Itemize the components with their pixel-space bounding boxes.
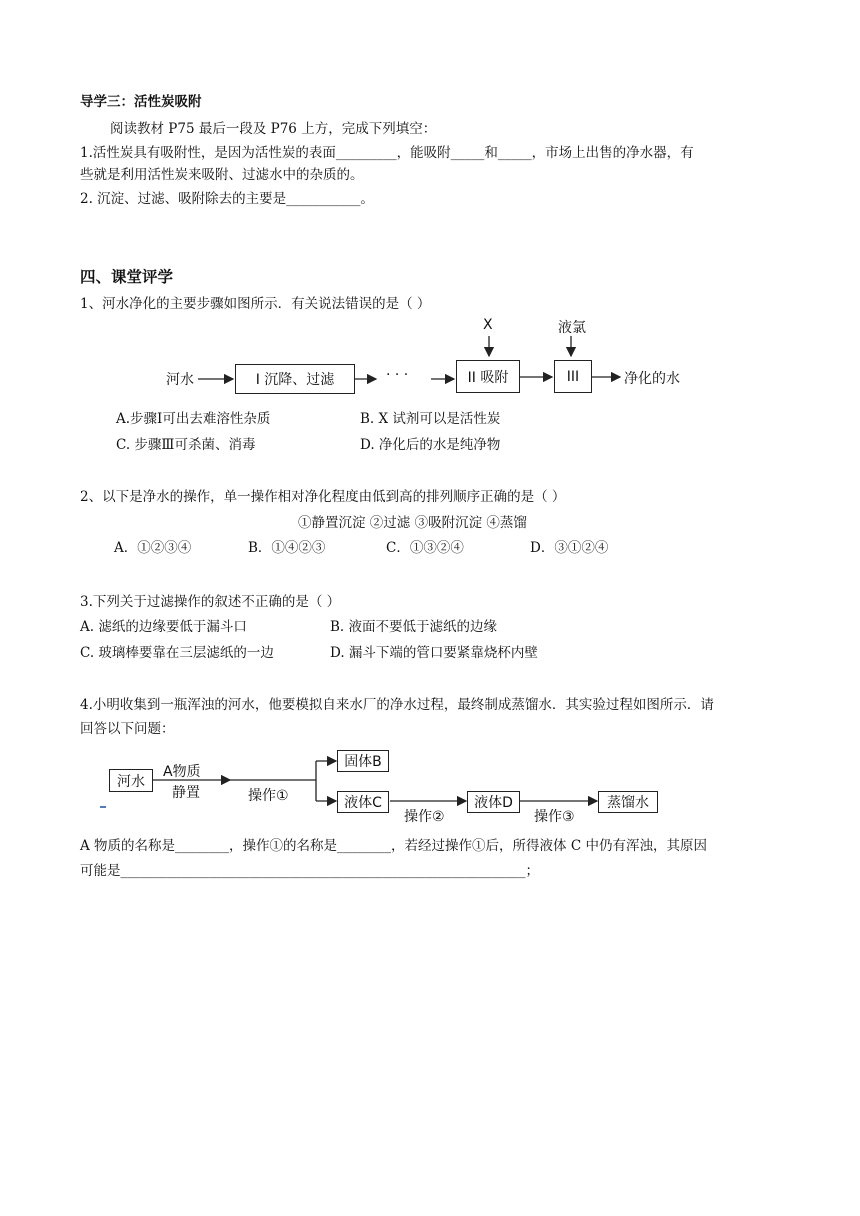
q1-river-water-label: 河水 bbox=[166, 372, 194, 388]
section3-q2: 2. 沉淀、过滤、吸附除去的主要是___________。 bbox=[80, 191, 374, 207]
q4-settle-label: 静置 bbox=[172, 785, 200, 801]
q4-solid-b-box: 固体B bbox=[337, 750, 389, 772]
q1-option-a: A.步骤Ⅰ可出去难溶性杂质 bbox=[116, 411, 271, 427]
q1-reagent-x: X bbox=[483, 317, 493, 333]
section3-q1-line1: 1.活性炭具有吸附性，是因为活性炭的表面_________，能吸附_____和_____，市场上出售的净水器，有 bbox=[80, 145, 694, 161]
q3-option-b: B. 液面不要低于滤纸的边缘 bbox=[330, 619, 498, 635]
q4-river-water-box: 河水 bbox=[109, 769, 153, 792]
q1-step3-box: III bbox=[554, 360, 592, 393]
q2-operations: ①静置沉淀 ②过滤 ③吸附沉淀 ④蒸馏 bbox=[298, 515, 527, 531]
q4-operation1-label: 操作① bbox=[248, 788, 289, 804]
section4-heading: 四、课堂评学 bbox=[80, 268, 174, 286]
q1-reagent-chlorine: 液氯 bbox=[558, 320, 586, 336]
q4-answer-line1: A 物质的名称是________，操作①的名称是________，若经过操作①后，所得液体 C 中仍有浑浊，其原因 bbox=[80, 838, 707, 854]
section3-heading: 导学三：活性炭吸附 bbox=[80, 94, 202, 110]
q3-option-a: A. 滤纸的边缘要低于漏斗口 bbox=[80, 619, 247, 635]
q1-option-d: D. 净化后的水是纯净物 bbox=[360, 437, 501, 453]
q2-stem: 2、以下是净水的操作，单一操作相对净化程度由低到高的排列顺序正确的是（ ） bbox=[80, 489, 566, 505]
q4-stem-line1: 4.小明收集到一瓶浑浊的河水，他要模拟自来水厂的净水过程，最终制成蒸馏水．其实验过程如图所示．请 bbox=[80, 697, 714, 713]
q4-liquid-c-box: 液体C bbox=[337, 791, 389, 813]
q3-option-c: C. 玻璃棒要靠在三层滤纸的一边 bbox=[80, 645, 274, 661]
q1-ellipsis: · · · bbox=[386, 367, 409, 383]
q2-option-d: D．③①②④ bbox=[530, 540, 609, 556]
section3-intro: 阅读教材 P75 最后一段及 P76 上方，完成下列填空： bbox=[110, 121, 437, 137]
q1-step1-box: I 沉降、过滤 bbox=[235, 364, 355, 394]
q1-option-b: B. X 试剂可以是活性炭 bbox=[360, 411, 501, 427]
q3-stem: 3.下列关于过滤操作的叙述不正确的是（ ） bbox=[80, 594, 341, 610]
q4-operation3-label: 操作③ bbox=[534, 809, 575, 825]
q2-option-b: B．①④②③ bbox=[248, 540, 326, 556]
q4-operation2-label: 操作② bbox=[404, 809, 445, 825]
q1-stem: 1、河水净化的主要步骤如图所示．有关说法错误的是（ ） bbox=[80, 296, 431, 312]
q4-distilled-water-box: 蒸馏水 bbox=[598, 791, 658, 813]
q4-substance-a-label: A物质 bbox=[163, 764, 201, 780]
q2-option-a: A．①②③④ bbox=[114, 540, 192, 556]
section3-q1-line2: 些就是利用活性炭来吸附、过滤水中的杂质的。 bbox=[80, 167, 364, 183]
q4-stem-line2: 回答以下问题： bbox=[80, 721, 175, 737]
q4-answer-line2: 可能是____________________________________________________________； bbox=[80, 863, 539, 879]
q3-option-d: D. 漏斗下端的管口要紧靠烧杯内壁 bbox=[330, 645, 538, 661]
q4-liquid-d-box: 液体D bbox=[467, 791, 520, 813]
q1-step2-box: II 吸附 bbox=[456, 360, 520, 393]
q1-output-label: 净化的水 bbox=[624, 371, 680, 387]
q2-option-c: C．①③②④ bbox=[386, 540, 464, 556]
q1-option-c: C. 步骤Ⅲ可杀菌、消毒 bbox=[116, 437, 256, 453]
